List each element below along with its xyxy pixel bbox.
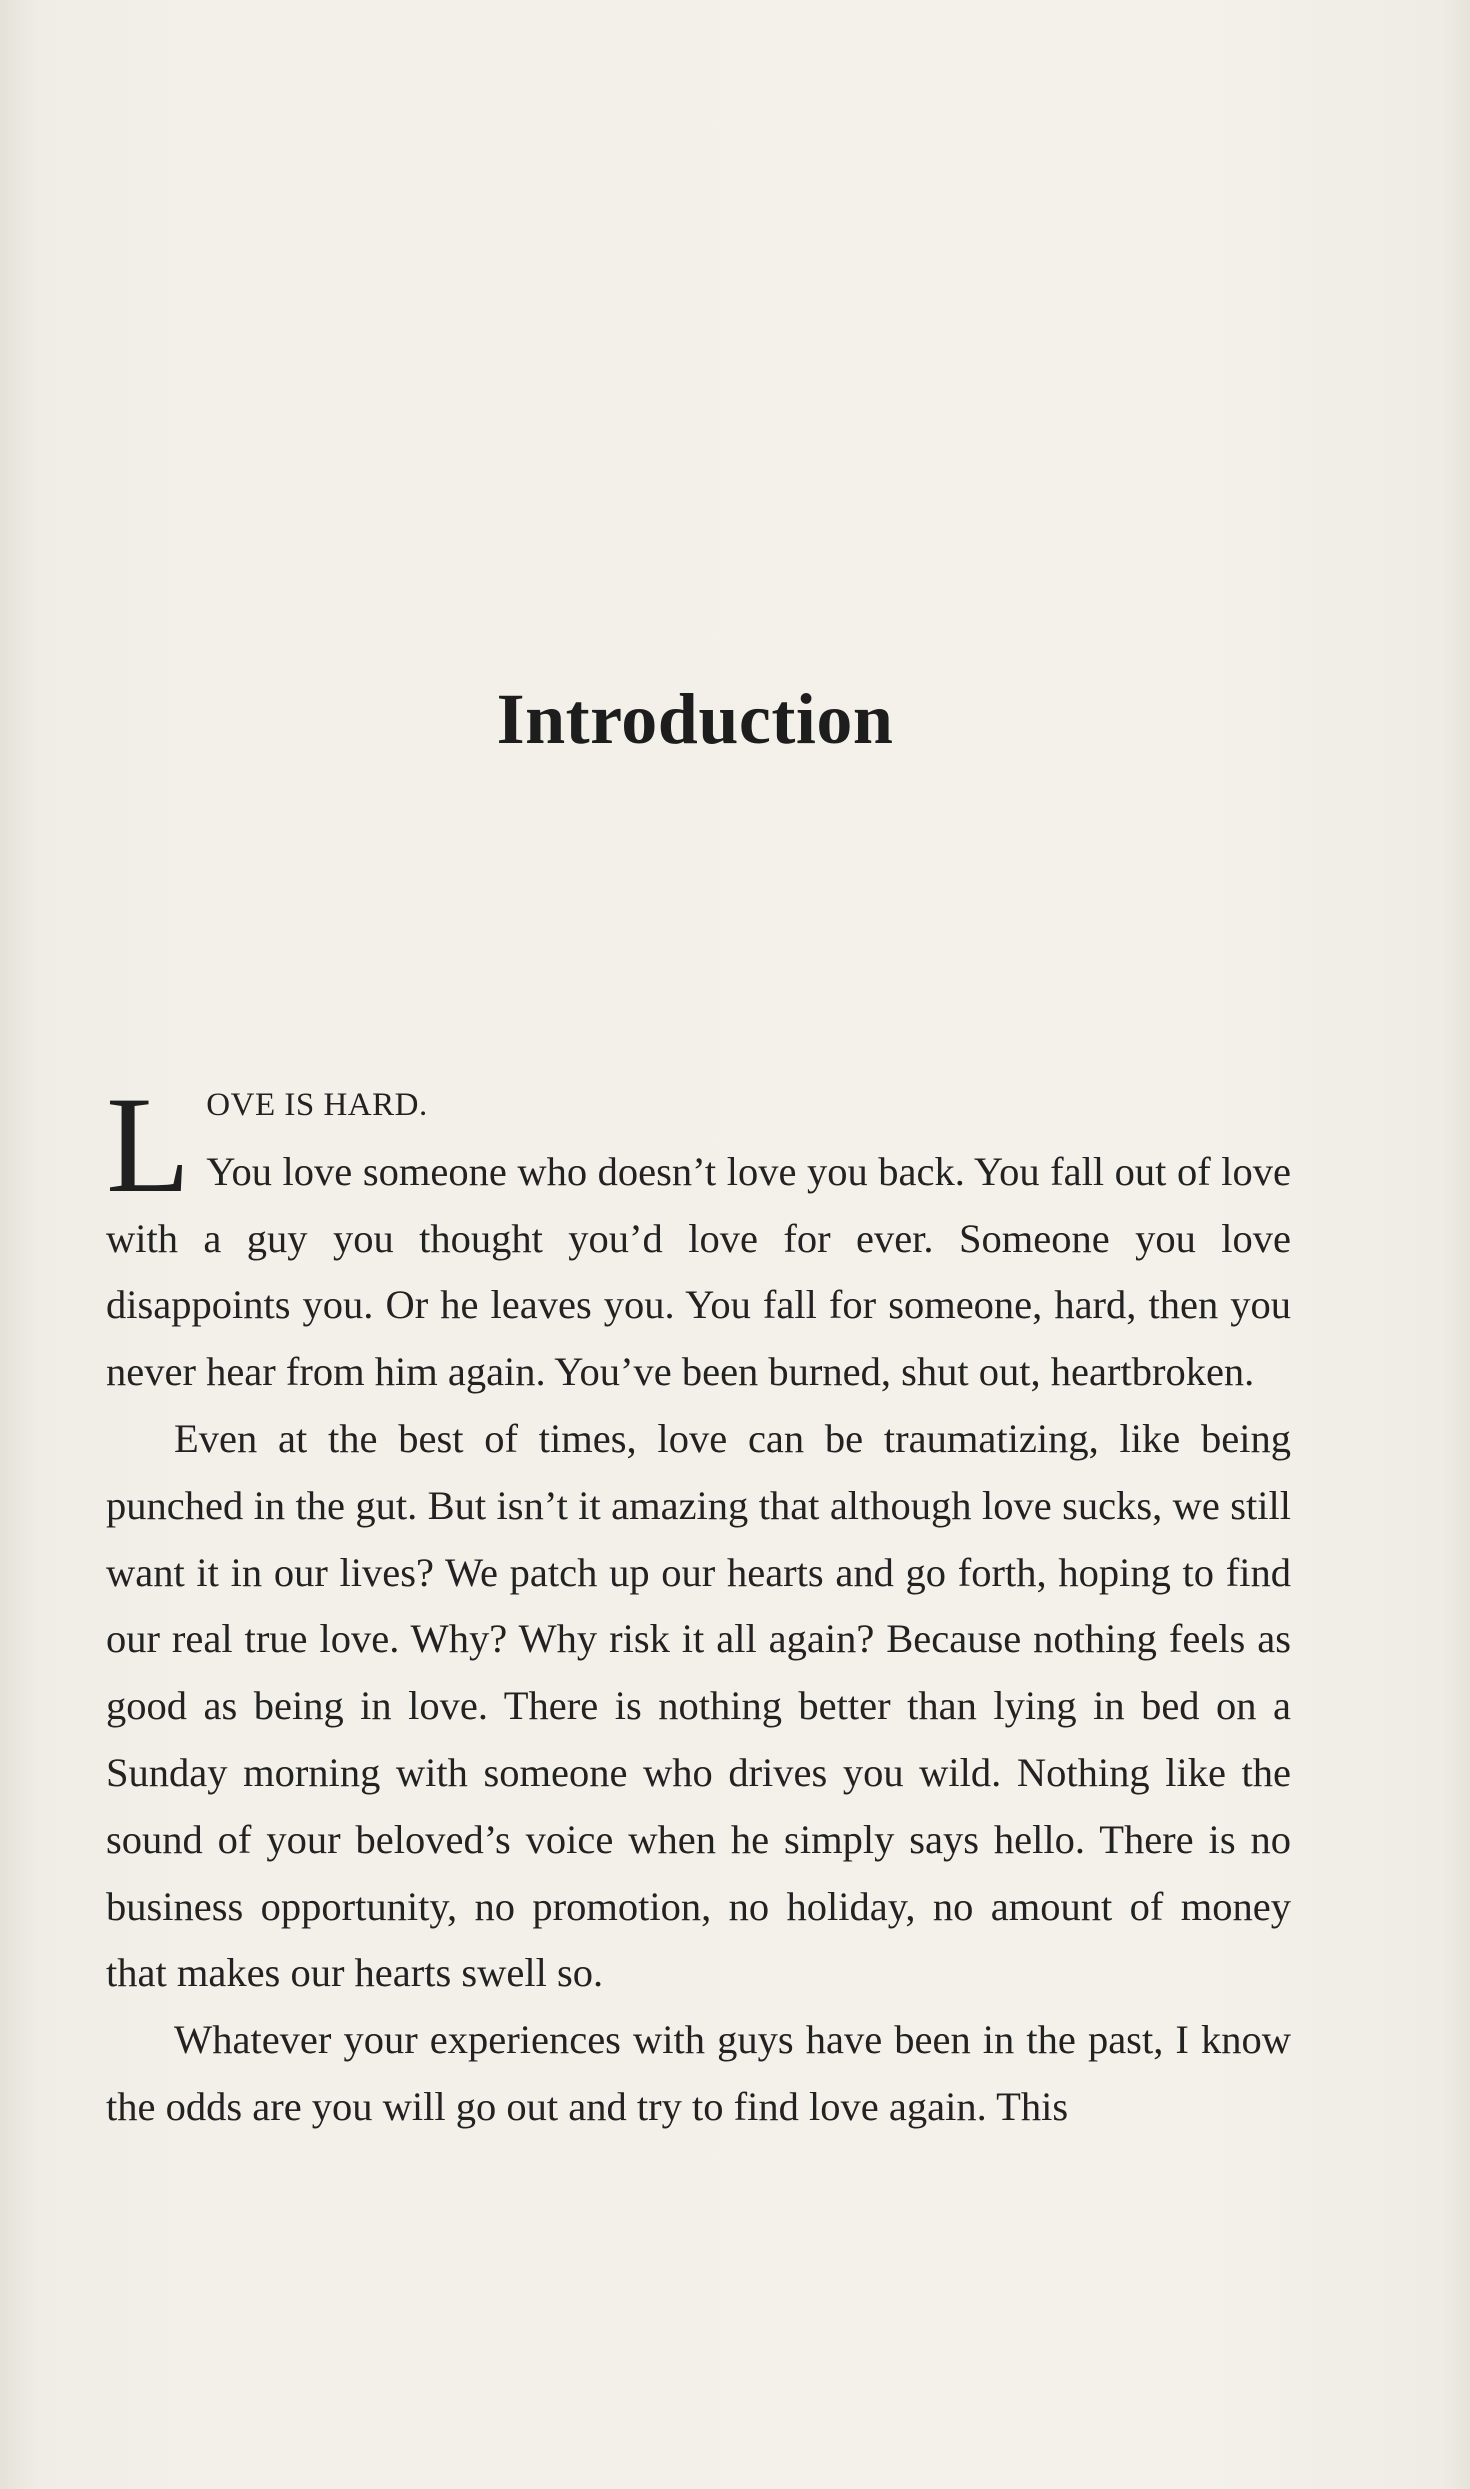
chapter-title: Introduction — [496, 679, 894, 759]
opening-paragraph — [106, 1069, 1291, 1406]
paragraph-3: Whatever your experiences with guys have been in the past, I know the odds are you will go out and try to find love again. This — [106, 2017, 1291, 2129]
paragraph-1-text: You love someone who doesn’t love you back. You fall out of love with a guy you thought you’d love for ever. Someone you love disappoints you. Or he leaves you. You fall for someone, hard, then you never hear from him again. You’ve been burned, shut out, heartbroken. — [106, 1148, 1291, 1395]
opening-small-caps: OVE IS HARD. — [206, 1087, 428, 1123]
body-text — [106, 1069, 1291, 2141]
paragraph-2: Even at the best of times, love can be traumatizing, like being punched in the gut. But isn’t it amazing that although love sucks, we still want it in our lives? We patch up our hearts and go forth, hoping to find our real true love. Why? Why risk it all again? Because nothing feels as good as being in love. There is nothing better than lying in bed on a Sunday morning with someone who drives you wild. Nothing like the sound of your beloved’s voice when he simply says hello. There is no business opportunity, no promotion, no holiday, no amount of money that makes our hearts swell so. — [106, 1415, 1291, 1996]
drop-cap: L — [106, 1068, 191, 1221]
